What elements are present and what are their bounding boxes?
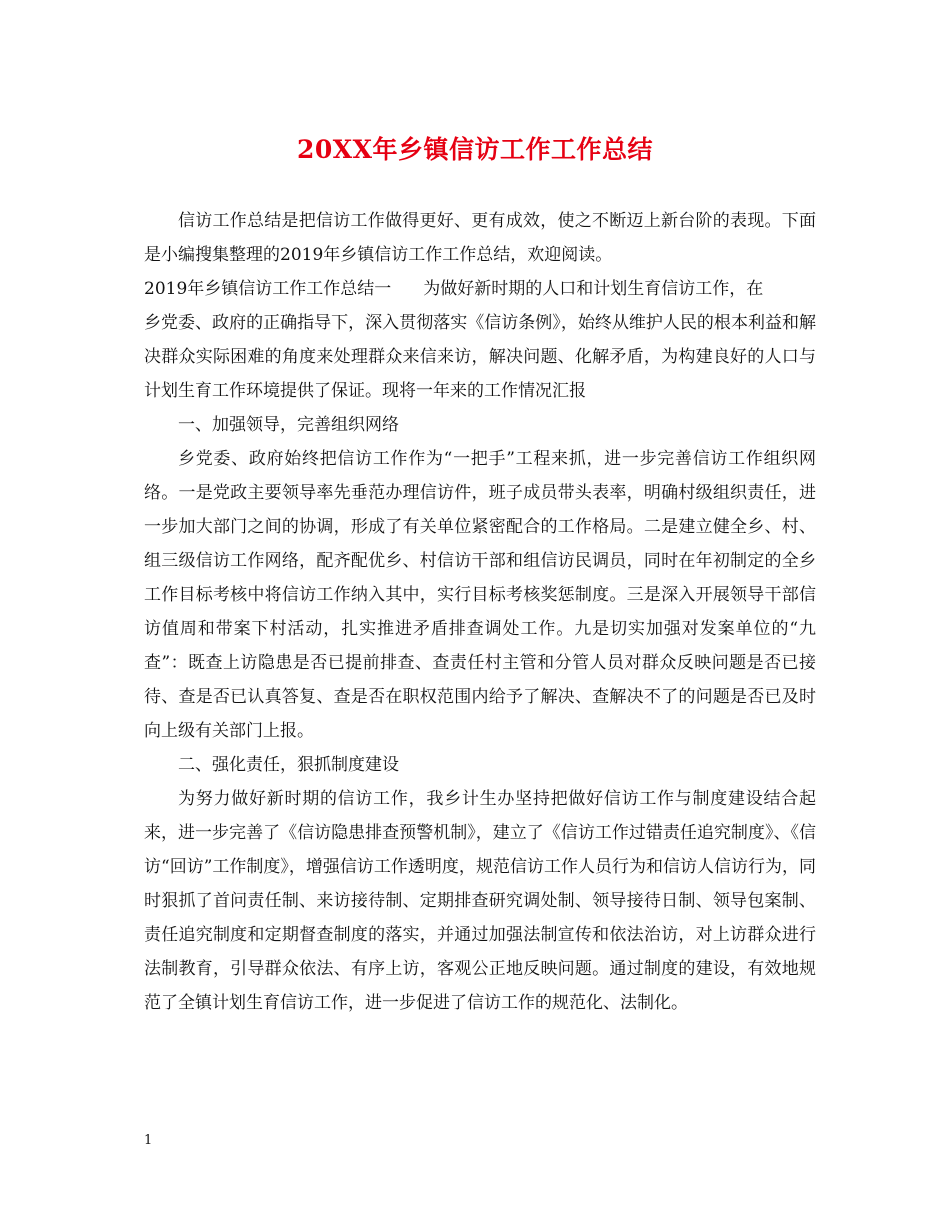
page-number: 1 [144,1133,153,1148]
document-body [144,204,816,1020]
section-heading-two: 二、强化责任，狠抓制度建设 [178,755,399,775]
part-one-intro-line [144,272,816,306]
document-title: 20XX年乡镇信访工作工作总结 [296,135,654,164]
part-one-first-line: 为做好新时期的人口和计划生育信访工作，在 [423,279,764,299]
section-heading-one: 一、加强领导，完善组织网络 [178,415,399,435]
part-one-paragraph: 乡党委、政府的正确指导下，深入贯彻落实《信访条例》，始终从维护人民的根本利益和解决群众实际困难的角度来处理群众来信来访，解决问题、化解矛盾，为构建良好的人口与计划生育工作环境提供了保证。现将一年来的工作情况汇报 [144,313,816,401]
part-one-label: 2019年乡镇信访工作工作总结一 [144,279,392,299]
section-body-two: 为努力做好新时期的信访工作，我乡计生办坚持把做好信访工作与制度建设结合起来，进一步完善了《信访隐患排查预警机制》，建立了《信访工作过错责任追究制度》、《信访“回访”工作制度》，增强信访工作透明度，规范信访工作人员行为和信访人信访行为，同时狠抓了首问责任制、来访接待制、定期排查研究调处制、领导接待日制、领导包案制、责任追究制度和定期督查制度的落实，并通过加强法制宣传和依法治访，对上访群众进行法制教育，引导群众依法、有序上访，客观公正地反映问题。通过制度的建设，有效地规范了全镇计划生育信访工作，进一步促进了信访工作的规范化、法制化。 [144,789,816,1013]
section-body-one: 乡党委、政府始终把信访工作作为“一把手”工程来抓，进一步完善信访工作组织网络。一是党政主要领导率先垂范办理信访件，班子成员带头表率，明确村级组织责任，进一步加大部门之间的协调，形成了有关单位紧密配合的工作格局。二是建立健全乡、村、组三级信访工作网络，配齐配优乡、村信访干部和组信访民调员，同时在年初制定的全乡工作目标考核中将信访工作纳入其中，实行目标考核奖惩制度。三是深入开展领导干部信访值周和带案下村活动，扎实推进矛盾排查调处工作。九是切实加强对发案单位的“九查”：既查上访隐患是否已提前排查、查责任村主管和分管人员对群众反映问题是否已接待、查是否已认真答复、查是否在职权范围内给予了解决、查解决不了的问题是否已及时向上级有关部门上报。 [144,449,816,741]
intro-paragraph: 信访工作总结是把信访工作做得更好、更有成效，使之不断迈上新台阶的表现。下面是小编搜集整理的2019年乡镇信访工作工作总结，欢迎阅读。 [144,211,816,265]
